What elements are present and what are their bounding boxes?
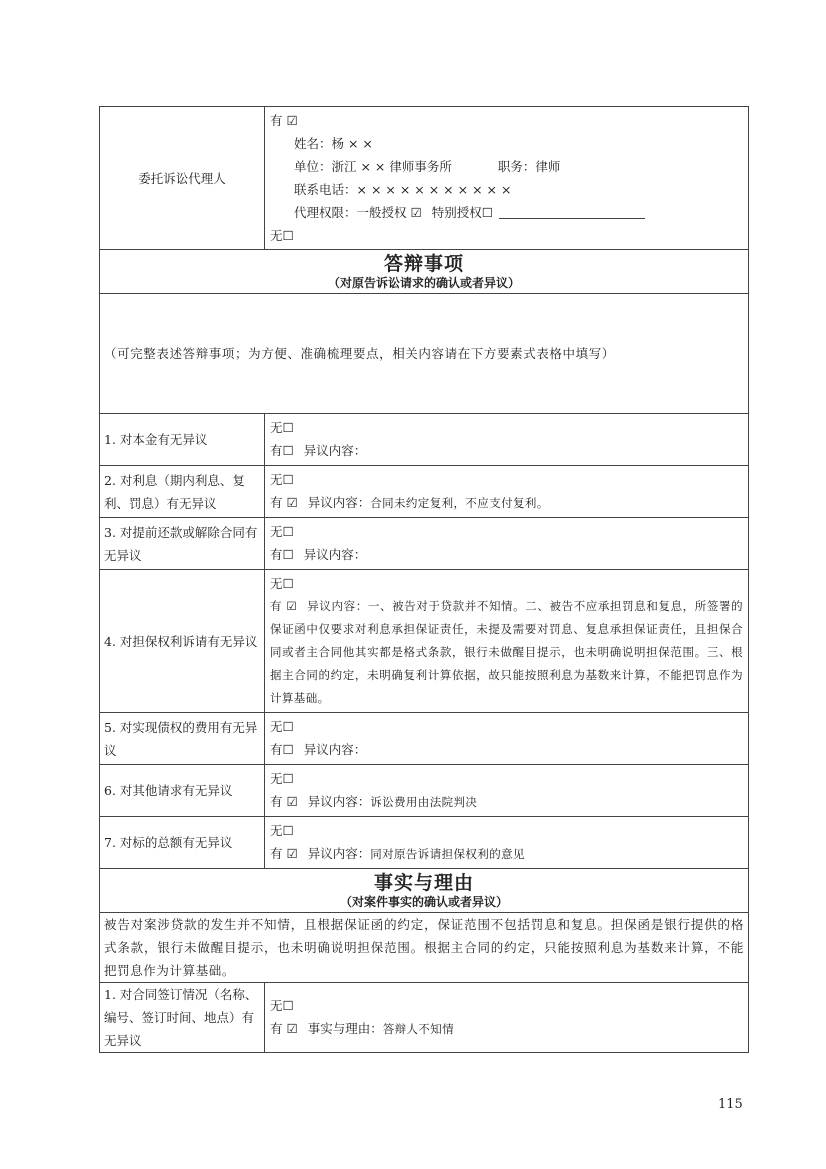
item-value bbox=[265, 518, 749, 570]
has-checkbox[interactable]: 有 ☑ bbox=[270, 599, 298, 613]
objection-content: 诉讼费用由法院判决 bbox=[370, 795, 478, 809]
objection-content: 合同未约定复利，不应支付复利。 bbox=[370, 496, 549, 510]
agent-authority-special[interactable]: 特别授权☐ bbox=[431, 205, 493, 220]
objection-row bbox=[270, 842, 743, 866]
item-row-7 bbox=[100, 817, 749, 869]
section1-header-row bbox=[100, 250, 749, 294]
objection-content: 同对原告诉请担保权利的意见 bbox=[370, 847, 525, 861]
objection-row bbox=[270, 543, 743, 567]
objection-prefix: 异议内容： bbox=[303, 742, 367, 757]
fact-row bbox=[270, 1017, 743, 1041]
item-value bbox=[265, 414, 749, 466]
item-row-2 bbox=[100, 466, 749, 518]
item-row-1 bbox=[100, 414, 749, 466]
page-number: 115 bbox=[718, 1097, 743, 1112]
item-value bbox=[265, 765, 749, 817]
item-label: 6. 对其他请求有无异议 bbox=[100, 765, 265, 817]
section2-header bbox=[100, 869, 749, 913]
has-checkbox[interactable]: 有☐ bbox=[270, 547, 294, 562]
agent-label: 委托诉讼代理人 bbox=[100, 107, 265, 250]
objection-row bbox=[270, 439, 743, 463]
agent-unit: 单位：浙江 × × 律师事务所 bbox=[294, 159, 452, 174]
agent-job: 职务：律师 bbox=[497, 159, 561, 174]
none-checkbox[interactable]: 无☐ bbox=[270, 719, 294, 734]
section1-title: 答辩事项 bbox=[383, 253, 464, 275]
agent-phone: 联系电话：× × × × × × × × × × × bbox=[294, 182, 512, 197]
defense-form-table bbox=[99, 106, 749, 1053]
has-checkbox[interactable]: 有☐ bbox=[270, 742, 294, 757]
item-label: 7. 对标的总额有无异议 bbox=[100, 817, 265, 869]
none-checkbox[interactable]: 无☐ bbox=[270, 524, 294, 539]
item-value bbox=[265, 466, 749, 518]
agent-authority-general[interactable]: 代理权限：一般授权 ☑ bbox=[294, 205, 422, 220]
section1-subtitle: （对原告诉讼请求的确认或者异议） bbox=[327, 276, 520, 290]
section1-note: （可完整表述答辩事项；为方便、准确梳理要点，相关内容请在下方要素式表格中填写） bbox=[100, 294, 749, 414]
none-checkbox[interactable]: 无☐ bbox=[270, 998, 294, 1013]
agent-none-checkbox[interactable]: 无☐ bbox=[270, 228, 294, 243]
section1-header bbox=[100, 250, 749, 294]
item-value bbox=[265, 713, 749, 765]
agent-authority-row bbox=[270, 201, 743, 224]
section1-note-row bbox=[100, 294, 749, 414]
has-checkbox[interactable]: 有 ☑ bbox=[270, 846, 298, 861]
section2-paragraph-row bbox=[100, 913, 749, 983]
item-value bbox=[265, 817, 749, 869]
fact-row-1 bbox=[100, 983, 749, 1053]
fact-prefix: 事实与理由： bbox=[307, 1021, 383, 1036]
has-checkbox[interactable]: 有 ☑ bbox=[270, 794, 298, 809]
item-label: 2. 对利息（期内利息、复利、罚息）有无异议 bbox=[100, 466, 265, 518]
item-label: 3. 对提前还款或解除合同有无异议 bbox=[100, 518, 265, 570]
fact-value bbox=[265, 983, 749, 1053]
fact-label: 1. 对合同签订情况（名称、编号、签订时间、地点）有无异议 bbox=[100, 983, 265, 1053]
has-checkbox[interactable]: 有 ☑ bbox=[270, 1021, 298, 1036]
none-checkbox[interactable]: 无☐ bbox=[270, 576, 294, 591]
authority-blank-line bbox=[499, 206, 645, 219]
objection-prefix: 异议内容： bbox=[303, 547, 367, 562]
fact-content: 答辩人不知情 bbox=[382, 1022, 455, 1036]
agent-name: 姓名：杨 × × bbox=[294, 136, 373, 151]
none-checkbox[interactable]: 无☐ bbox=[270, 771, 294, 786]
objection-row bbox=[270, 491, 743, 515]
item-row-3 bbox=[100, 518, 749, 570]
section2-subtitle: （对案件事实的确认或者异议） bbox=[339, 895, 508, 909]
agent-unit-row bbox=[270, 155, 743, 178]
section2-title: 事实与理由 bbox=[373, 872, 474, 894]
objection-prefix: 异议内容： bbox=[307, 846, 371, 861]
objection-row bbox=[270, 790, 743, 814]
has-checkbox[interactable]: 有☐ bbox=[270, 443, 294, 458]
item-label: 4. 对担保权利诉请有无异议 bbox=[100, 570, 265, 713]
item-label: 1. 对本金有无异议 bbox=[100, 414, 265, 466]
item-row-4 bbox=[100, 570, 749, 713]
none-checkbox[interactable]: 无☐ bbox=[270, 420, 294, 435]
agent-has-checkbox[interactable]: 有 ☑ bbox=[270, 113, 298, 128]
agent-row bbox=[100, 107, 749, 250]
item-value bbox=[265, 570, 749, 713]
none-checkbox[interactable]: 无☐ bbox=[270, 823, 294, 838]
item-row-5 bbox=[100, 713, 749, 765]
none-checkbox[interactable]: 无☐ bbox=[270, 472, 294, 487]
has-checkbox[interactable]: 有 ☑ bbox=[270, 495, 298, 510]
objection-prefix: 异议内容： bbox=[307, 794, 371, 809]
objection-content: 一、被告对于贷款并不知情。二、被告不应承担罚息和复息，所签署的保证函中仅要求对利息承担保证责任，未提及需要对罚息、复息承担保证责任，且担保合同或者主合同他其实都是格式条款，银行未做醒目提示，也未明确说明担保范围。三、根据主合同的约定，未明确复利计算依据，故只能按照利息为基数来计算，不能把罚息作为计算基础。 bbox=[270, 599, 744, 705]
objection-prefix: 异议内容： bbox=[307, 599, 368, 613]
objection-prefix: 异议内容： bbox=[303, 443, 367, 458]
objection-prefix: 异议内容： bbox=[307, 495, 371, 510]
objection-row bbox=[270, 595, 743, 710]
item-label: 5. 对实现债权的费用有无异议 bbox=[100, 713, 265, 765]
objection-row bbox=[270, 738, 743, 762]
section2-header-row bbox=[100, 869, 749, 913]
item-row-6 bbox=[100, 765, 749, 817]
section2-paragraph: 被告对案涉贷款的发生并不知情，且根据保证函的约定，保证范围不包括罚息和复息。担保函是银行提供的格式条款，银行未做醒目提示，也未明确说明担保范围。根据主合同的约定，只能按照利息为基数来计算，不能把罚息作为计算基础。 bbox=[100, 913, 749, 983]
agent-details bbox=[265, 107, 749, 250]
